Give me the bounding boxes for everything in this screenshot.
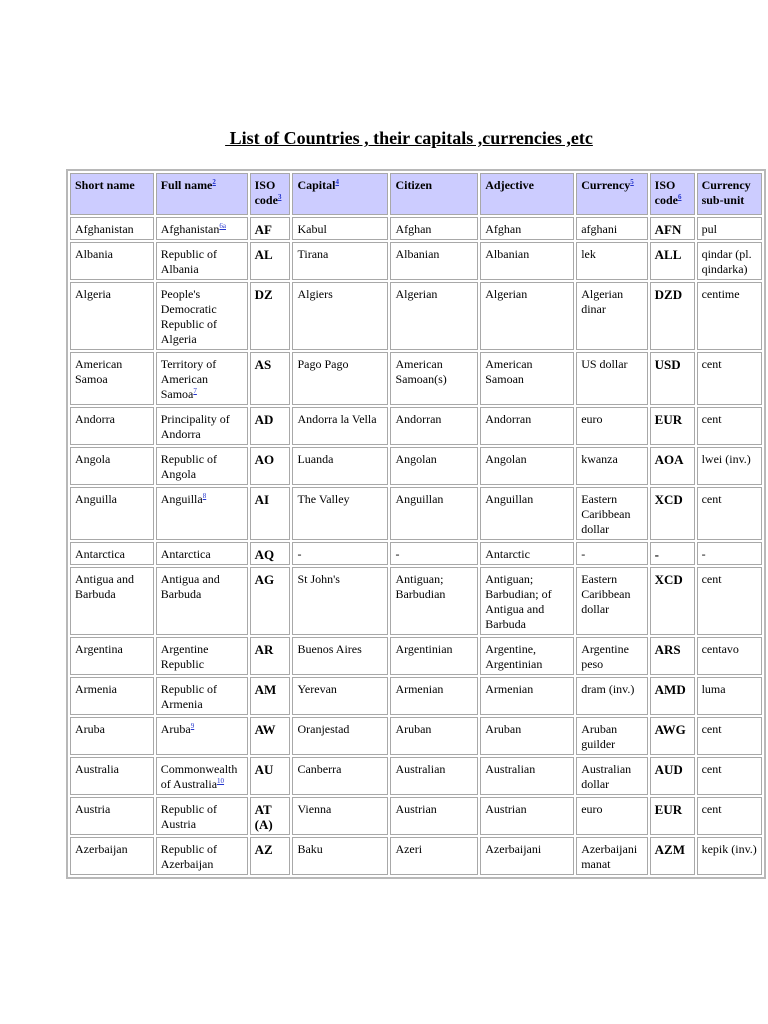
currency-code-cell: AZM <box>650 837 695 875</box>
iso-code-cell: AQ <box>250 542 291 565</box>
short-name-cell: Algeria <box>70 282 154 350</box>
currency-cell: Australian dollar <box>576 757 647 795</box>
iso-code-cell: AT (A) <box>250 797 291 835</box>
currency-code-cell: AWG <box>650 717 695 755</box>
capital-cell: Tirana <box>292 242 388 280</box>
citizen-cell: Azeri <box>390 837 478 875</box>
footnote-link[interactable]: 8 <box>202 492 207 500</box>
citizen-cell: Australian <box>390 757 478 795</box>
table-row <box>70 677 762 715</box>
footnote-link[interactable]: 6a <box>219 222 226 230</box>
footnote-link[interactable]: 4 <box>335 178 339 186</box>
capital-cell: - <box>292 542 388 565</box>
column-header-full-name: Full name$^2$ <box>156 173 248 215</box>
short-name-cell: Antigua and Barbuda <box>70 567 154 635</box>
currency-cell: euro <box>576 407 647 445</box>
currency-cell: Argentine peso <box>576 637 647 675</box>
countries-table <box>66 169 766 879</box>
full-name-cell: Antarctica <box>156 542 248 565</box>
subunit-cell: cent <box>697 717 762 755</box>
subunit-cell: centavo <box>697 637 762 675</box>
subunit-cell: cent <box>697 567 762 635</box>
subunit-cell: lwei (inv.) <box>697 447 762 485</box>
currency-cell: kwanza <box>576 447 647 485</box>
short-name-cell: Antarctica <box>70 542 154 565</box>
currency-cell: lek <box>576 242 647 280</box>
iso-code-cell: AM <box>250 677 291 715</box>
capital-cell: Oranjestad <box>292 717 388 755</box>
iso-code-cell: AG <box>250 567 291 635</box>
short-name-cell: Andorra <box>70 407 154 445</box>
full-name-cell: Anguilla$^8$ <box>156 487 248 540</box>
table-row <box>70 542 762 565</box>
capital-cell: St John's <box>292 567 388 635</box>
currency-code-cell: XCD <box>650 567 695 635</box>
footnote-link[interactable]: 7 <box>193 387 197 395</box>
citizen-cell: Algerian <box>390 282 478 350</box>
column-header-short-name: Short name <box>70 173 154 215</box>
citizen-cell: Argentinian <box>390 637 478 675</box>
iso-code-cell: AS <box>250 352 291 405</box>
footnote-link[interactable]: 6 <box>677 193 682 201</box>
currency-code-cell: ARS <box>650 637 695 675</box>
short-name-cell: Angola <box>70 447 154 485</box>
subunit-cell: luma <box>697 677 762 715</box>
full-name-cell: Republic of Angola <box>156 447 248 485</box>
table-row <box>70 407 762 445</box>
citizen-cell: Albanian <box>390 242 478 280</box>
citizen-cell: Afghan <box>390 217 478 240</box>
currency-cell: Algerian dinar <box>576 282 647 350</box>
table-row <box>70 487 762 540</box>
full-name-cell: Aruba$^9$ <box>156 717 248 755</box>
currency-cell: Eastern Caribbean dollar <box>576 567 647 635</box>
short-name-cell: Australia <box>70 757 154 795</box>
column-header-adjective: Adjective <box>480 173 574 215</box>
adjective-cell: Azerbaijani <box>480 837 574 875</box>
full-name-cell: Principality of Andorra <box>156 407 248 445</box>
iso-code-cell: AW <box>250 717 291 755</box>
page-title: List of Countries , their capitals ,currencies ,etc <box>225 128 593 148</box>
subunit-cell: - <box>697 542 762 565</box>
currency-code-cell: ALL <box>650 242 695 280</box>
capital-cell: Buenos Aires <box>292 637 388 675</box>
full-name-cell: Territory of American Samoa$^7$ <box>156 352 248 405</box>
currency-code-cell: EUR <box>650 407 695 445</box>
column-header-currency-subunit: Currency sub-unit <box>697 173 762 215</box>
table-row <box>70 282 762 350</box>
footnote-link[interactable]: 10 <box>217 777 225 785</box>
short-name-cell: Afghanistan <box>70 217 154 240</box>
full-name-cell: Antigua and Barbuda <box>156 567 248 635</box>
currency-code-cell: EUR <box>650 797 695 835</box>
currency-cell: US dollar <box>576 352 647 405</box>
iso-code-cell: AF <box>250 217 291 240</box>
adjective-cell: Armenian <box>480 677 574 715</box>
subunit-cell: cent <box>697 352 762 405</box>
adjective-cell: Australian <box>480 757 574 795</box>
full-name-cell: Republic of Austria <box>156 797 248 835</box>
adjective-cell: Aruban <box>480 717 574 755</box>
currency-cell: dram (inv.) <box>576 677 647 715</box>
footnote-link[interactable]: 5 <box>630 178 634 186</box>
full-name-cell: People's Democratic Republic of Algeria <box>156 282 248 350</box>
footnote-link[interactable]: 9 <box>190 722 195 730</box>
citizen-cell: Armenian <box>390 677 478 715</box>
citizen-cell: American Samoan(s) <box>390 352 478 405</box>
iso-code-cell: AI <box>250 487 291 540</box>
adjective-cell: Andorran <box>480 407 574 445</box>
citizen-cell: Andorran <box>390 407 478 445</box>
currency-code-cell: USD <box>650 352 695 405</box>
subunit-cell: cent <box>697 407 762 445</box>
column-header-citizen: Citizen <box>390 173 478 215</box>
table-row <box>70 567 762 635</box>
full-name-cell: Commonwealth of Australia$^{10}$ <box>156 757 248 795</box>
iso-code-cell: DZ <box>250 282 291 350</box>
subunit-cell: pul <box>697 217 762 240</box>
currency-code-cell: AFN <box>650 217 695 240</box>
currency-code-cell: XCD <box>650 487 695 540</box>
capital-cell: Canberra <box>292 757 388 795</box>
currency-cell: Eastern Caribbean dollar <box>576 487 647 540</box>
adjective-cell: Afghan <box>480 217 574 240</box>
iso-code-cell: AL <box>250 242 291 280</box>
iso-code-cell: AO <box>250 447 291 485</box>
capital-cell: The Valley <box>292 487 388 540</box>
capital-cell: Baku <box>292 837 388 875</box>
table-row <box>70 757 762 795</box>
adjective-cell: Albanian <box>480 242 574 280</box>
column-header-currency-iso-code: ISO code$^6$ <box>650 173 695 215</box>
iso-code-cell: AD <box>250 407 291 445</box>
adjective-cell: Austrian <box>480 797 574 835</box>
full-name-cell: Republic of Azerbaijan <box>156 837 248 875</box>
footnote-link[interactable]: 2 <box>212 178 216 186</box>
short-name-cell: Albania <box>70 242 154 280</box>
short-name-cell: Austria <box>70 797 154 835</box>
adjective-cell: Anguillan <box>480 487 574 540</box>
currency-code-cell: AUD <box>650 757 695 795</box>
short-name-cell: Anguilla <box>70 487 154 540</box>
currency-cell: - <box>576 542 647 565</box>
currency-code-cell: AOA <box>650 447 695 485</box>
iso-code-cell: AU <box>250 757 291 795</box>
capital-cell: Luanda <box>292 447 388 485</box>
citizen-cell: - <box>390 542 478 565</box>
currency-code-cell: AMD <box>650 677 695 715</box>
table-row <box>70 242 762 280</box>
currency-cell: euro <box>576 797 647 835</box>
citizen-cell: Aruban <box>390 717 478 755</box>
full-name-cell: Republic of Albania <box>156 242 248 280</box>
currency-code-cell: - <box>650 542 695 565</box>
subunit-cell: centime <box>697 282 762 350</box>
capital-cell: Kabul <box>292 217 388 240</box>
footnote-link[interactable]: 3 <box>277 193 282 201</box>
full-name-cell: Afghanistan$^{6a}$ <box>156 217 248 240</box>
table-row <box>70 797 762 835</box>
short-name-cell: Argentina <box>70 637 154 675</box>
column-header-iso-code: ISO code$^3$ <box>250 173 291 215</box>
currency-cell: afghani <box>576 217 647 240</box>
table-row <box>70 637 762 675</box>
full-name-cell: Republic of Armenia <box>156 677 248 715</box>
citizen-cell: Austrian <box>390 797 478 835</box>
table-row <box>70 217 762 240</box>
adjective-cell: Antiguan; Barbudian; of Antigua and Barbuda <box>480 567 574 635</box>
table-row <box>70 447 762 485</box>
full-name-cell: Argentine Republic <box>156 637 248 675</box>
capital-cell: Yerevan <box>292 677 388 715</box>
header-row <box>70 173 762 215</box>
table-row <box>70 837 762 875</box>
adjective-cell: Angolan <box>480 447 574 485</box>
subunit-cell: cent <box>697 757 762 795</box>
iso-code-cell: AR <box>250 637 291 675</box>
subunit-cell: qindar (pl. qindarka) <box>697 242 762 280</box>
column-header-currency: Currency$^5$ <box>576 173 647 215</box>
currency-cell: Aruban guilder <box>576 717 647 755</box>
short-name-cell: Azerbaijan <box>70 837 154 875</box>
capital-cell: Pago Pago <box>292 352 388 405</box>
subunit-cell: cent <box>697 797 762 835</box>
short-name-cell: Aruba <box>70 717 154 755</box>
capital-cell: Vienna <box>292 797 388 835</box>
short-name-cell: American Samoa <box>70 352 154 405</box>
table-row <box>70 717 762 755</box>
citizen-cell: Antiguan; Barbudian <box>390 567 478 635</box>
column-header-capital: Capital$^4$ <box>292 173 388 215</box>
subunit-cell: cent <box>697 487 762 540</box>
short-name-cell: Armenia <box>70 677 154 715</box>
iso-code-cell: AZ <box>250 837 291 875</box>
currency-code-cell: DZD <box>650 282 695 350</box>
citizen-cell: Angolan <box>390 447 478 485</box>
adjective-cell: Algerian <box>480 282 574 350</box>
adjective-cell: Argentine, Argentinian <box>480 637 574 675</box>
currency-cell: Azerbaijani manat <box>576 837 647 875</box>
citizen-cell: Anguillan <box>390 487 478 540</box>
capital-cell: Andorra la Vella <box>292 407 388 445</box>
adjective-cell: Antarctic <box>480 542 574 565</box>
capital-cell: Algiers <box>292 282 388 350</box>
adjective-cell: American Samoan <box>480 352 574 405</box>
subunit-cell: kepik (inv.) <box>697 837 762 875</box>
table-row <box>70 352 762 405</box>
